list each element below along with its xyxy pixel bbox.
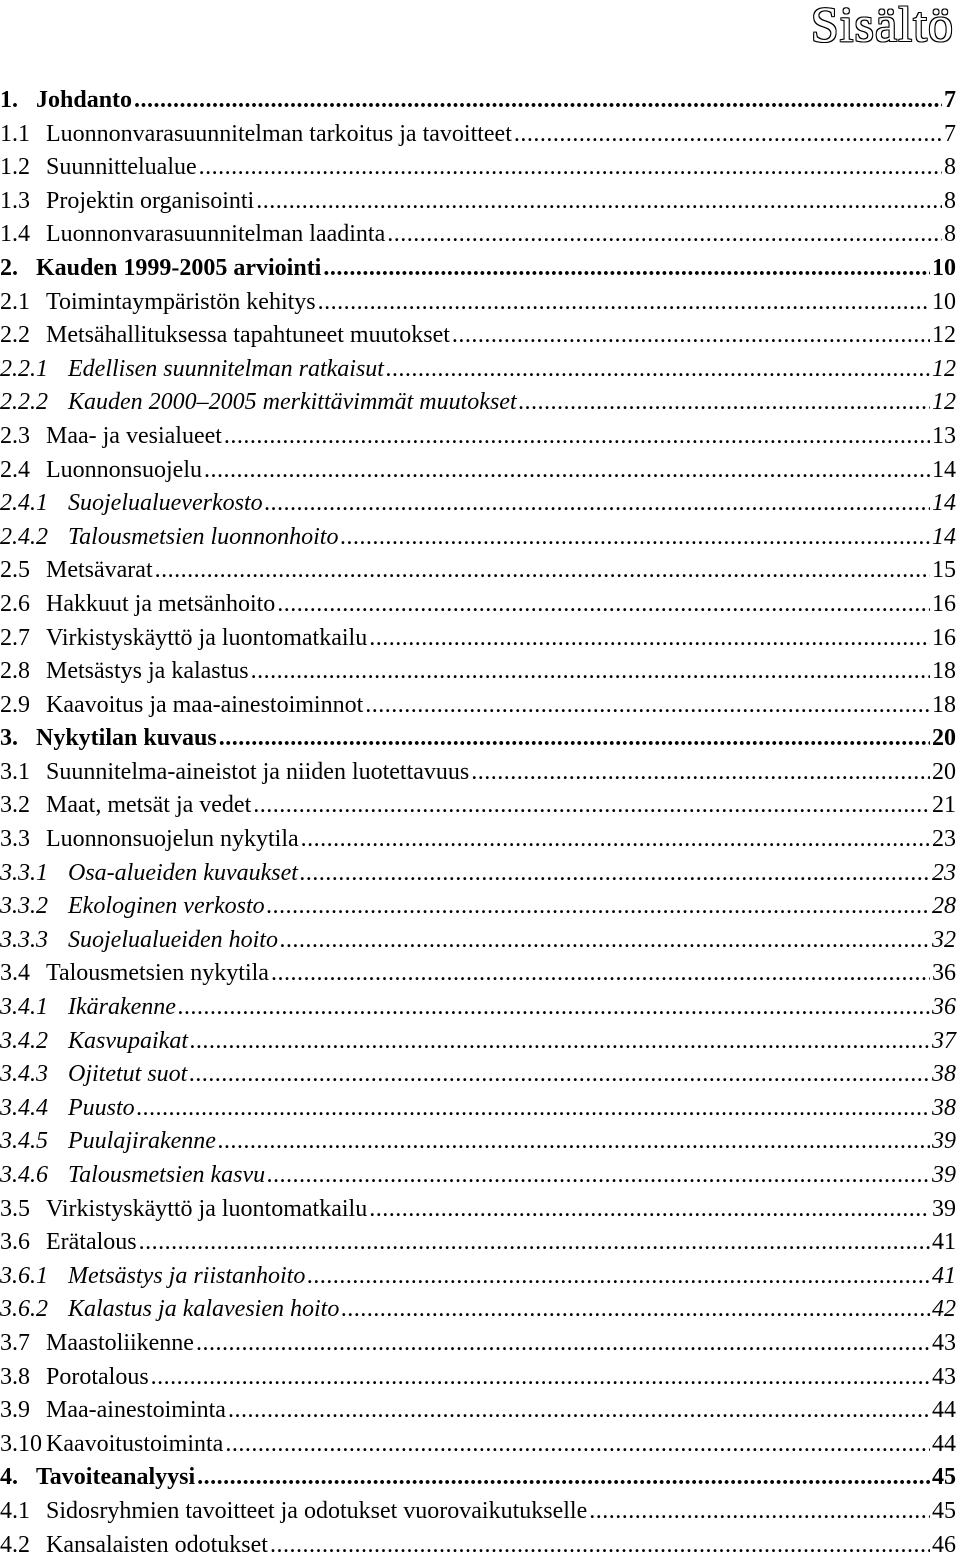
toc-entry-number: 2.1 bbox=[0, 288, 30, 315]
toc-entry-label: Virkistyskäyttö ja luontomatkailu bbox=[46, 1195, 368, 1222]
dot-leader bbox=[300, 857, 930, 891]
dot-leader bbox=[318, 286, 930, 320]
toc-entry-label: Johdanto bbox=[36, 87, 133, 113]
toc-entry[interactable] bbox=[0, 823, 960, 857]
toc-entry-page: 42 bbox=[932, 1296, 956, 1323]
toc-entry[interactable] bbox=[0, 1495, 960, 1529]
toc-entry-label: Osa-alueiden kuvaukset bbox=[68, 859, 298, 886]
toc-entry[interactable] bbox=[0, 487, 960, 521]
toc-entry[interactable] bbox=[0, 84, 960, 118]
toc-entry-label: Maa- ja vesialueet bbox=[46, 422, 222, 449]
dot-leader bbox=[155, 554, 930, 588]
toc-entry-number: 2.8 bbox=[0, 658, 30, 685]
toc-entry-page: 37 bbox=[932, 1027, 956, 1054]
toc-entry-page: 7 bbox=[944, 87, 956, 113]
toc-entry-label: Puusto bbox=[68, 1094, 135, 1121]
toc-entry-label: Nykytilan kuvaus bbox=[36, 725, 217, 752]
toc-entry-number: 3.7 bbox=[0, 1329, 30, 1356]
dot-leader bbox=[471, 756, 930, 790]
toc-entry-label: Kansalaisten odotukset bbox=[46, 1531, 268, 1558]
toc-entry-number: 2.9 bbox=[0, 691, 30, 718]
toc-entry-number: 3.3.1 bbox=[0, 859, 48, 886]
toc-entry[interactable] bbox=[0, 722, 960, 756]
toc-entry-number: 3.6.2 bbox=[0, 1296, 48, 1323]
dot-leader bbox=[224, 420, 930, 454]
toc-entry-page: 18 bbox=[932, 691, 956, 718]
toc-entry-number: 3.9 bbox=[0, 1397, 30, 1424]
toc-entry-label: Erätalous bbox=[46, 1229, 137, 1256]
toc-entry-page: 38 bbox=[932, 1094, 956, 1121]
dot-leader bbox=[514, 118, 942, 152]
toc-entry-label: Kaavoitustoiminta bbox=[46, 1430, 224, 1457]
toc-entry-page: 46 bbox=[932, 1531, 956, 1558]
dot-leader bbox=[341, 1293, 930, 1327]
toc-entry-number: 3.4 bbox=[0, 960, 30, 987]
toc-entry-page: 8 bbox=[944, 221, 956, 248]
dot-leader bbox=[323, 252, 930, 286]
toc-entry-number: 1.2 bbox=[0, 154, 30, 181]
dot-leader bbox=[301, 823, 930, 857]
dot-leader bbox=[189, 1058, 930, 1092]
dot-leader bbox=[270, 1529, 930, 1562]
dot-leader bbox=[137, 1092, 930, 1126]
toc-entry-number: 2. bbox=[0, 254, 18, 281]
dot-leader bbox=[267, 1159, 930, 1193]
toc-entry-label: Luonnonsuojelun nykytila bbox=[46, 826, 299, 853]
toc-entry-label: Talousmetsien luonnonhoito bbox=[68, 523, 339, 550]
toc-entry-label: Toimintaympäristön kehitys bbox=[46, 288, 316, 315]
toc-entry[interactable] bbox=[0, 1125, 960, 1159]
toc-entry[interactable] bbox=[0, 957, 960, 991]
toc-entry[interactable] bbox=[0, 588, 960, 622]
toc-entry-label: Tavoiteanalyysi bbox=[36, 1464, 196, 1491]
toc-entry-number: 4. bbox=[0, 1464, 18, 1491]
toc-entry-number: 2.5 bbox=[0, 557, 30, 584]
toc-entry[interactable] bbox=[0, 655, 960, 689]
toc-entry-label: Ikärakenne bbox=[68, 994, 176, 1021]
toc-entry-label: Suunnittelualue bbox=[46, 154, 197, 181]
toc-entry-number: 2.7 bbox=[0, 624, 30, 651]
toc-entry-label: Kauden 1999-2005 arviointi bbox=[36, 254, 322, 281]
toc-entry-number: 2.2.1 bbox=[0, 355, 48, 382]
toc-entry-number: 2.6 bbox=[0, 590, 30, 617]
toc-entry-page: 20 bbox=[932, 725, 956, 752]
toc-entry[interactable] bbox=[0, 924, 960, 958]
dot-leader bbox=[387, 218, 942, 252]
toc-entry-page: 38 bbox=[932, 1061, 956, 1088]
toc-entry-number: 1. bbox=[0, 87, 18, 113]
toc-entry-number: 3.4.6 bbox=[0, 1162, 48, 1188]
toc-entry[interactable] bbox=[0, 1529, 960, 1562]
toc-entry[interactable] bbox=[0, 1461, 960, 1495]
toc-entry-number: 3.8 bbox=[0, 1363, 30, 1390]
toc-entry-label: Suojelualueiden hoito bbox=[68, 926, 278, 953]
toc-entry[interactable] bbox=[0, 890, 960, 924]
toc-entry-number: 3.5 bbox=[0, 1195, 30, 1222]
toc-entry-label: Porotalous bbox=[46, 1363, 149, 1390]
toc-entry[interactable] bbox=[0, 420, 960, 454]
toc-entry[interactable] bbox=[0, 991, 960, 1025]
dot-leader bbox=[204, 454, 930, 488]
toc-entry-page: 39 bbox=[932, 1195, 956, 1222]
toc-entry-page: 39 bbox=[932, 1128, 956, 1155]
toc-entry-page: 28 bbox=[932, 893, 956, 920]
toc-entry-page: 32 bbox=[932, 926, 956, 953]
dot-leader bbox=[589, 1495, 930, 1529]
toc-entry-page: 14 bbox=[932, 490, 956, 517]
toc-entry[interactable] bbox=[0, 857, 960, 891]
toc-entry[interactable] bbox=[0, 789, 960, 823]
toc-entry-number: 3.4.2 bbox=[0, 1027, 48, 1054]
toc-entry-page: 16 bbox=[932, 624, 956, 651]
dot-leader bbox=[219, 722, 930, 756]
toc-entry[interactable] bbox=[0, 1293, 960, 1327]
toc-entry-label: Metsästys ja kalastus bbox=[46, 658, 249, 685]
toc-entry-label: Projektin organisointi bbox=[46, 187, 255, 214]
toc-entry[interactable] bbox=[0, 386, 960, 420]
toc-entry-page: 23 bbox=[932, 859, 956, 886]
toc-entry-page: 14 bbox=[932, 456, 956, 483]
dot-leader bbox=[134, 84, 942, 118]
toc-entry-label: Ekologinen verkosto bbox=[68, 893, 265, 920]
dot-leader bbox=[277, 588, 930, 622]
toc-entry[interactable] bbox=[0, 353, 960, 387]
toc-entry-label: Hakkuut ja metsänhoito bbox=[46, 590, 276, 617]
toc-entry-label: Maastoliikenne bbox=[46, 1329, 194, 1356]
table-of-contents bbox=[0, 84, 960, 1562]
toc-entry-page: 41 bbox=[932, 1262, 956, 1289]
toc-entry-label: Suunnitelma-aineistot ja niiden luotettavuus bbox=[46, 758, 470, 785]
toc-entry-number: 2.2 bbox=[0, 322, 30, 349]
toc-entry-page: 43 bbox=[932, 1363, 956, 1390]
toc-entry[interactable] bbox=[0, 1058, 960, 1092]
toc-entry-label: Metsähallituksessa tapahtuneet muutokset bbox=[46, 322, 450, 349]
toc-entry-page: 12 bbox=[932, 322, 956, 349]
toc-entry[interactable] bbox=[0, 622, 960, 656]
toc-entry[interactable] bbox=[0, 118, 960, 152]
toc-entry[interactable] bbox=[0, 689, 960, 723]
toc-entry-number: 3.3.2 bbox=[0, 893, 48, 920]
toc-entry[interactable] bbox=[0, 554, 960, 588]
toc-entry[interactable] bbox=[0, 1260, 960, 1294]
toc-entry[interactable] bbox=[0, 286, 960, 320]
toc-entry-number: 1.3 bbox=[0, 187, 30, 214]
toc-entry-label: Talousmetsien kasvu bbox=[68, 1162, 266, 1188]
dot-leader bbox=[452, 319, 930, 353]
toc-entry-label: Luonnonvarasuunnitelman laadinta bbox=[46, 221, 386, 248]
toc-entry-page: 41 bbox=[932, 1229, 956, 1256]
toc-entry-page: 18 bbox=[932, 658, 956, 685]
dot-leader bbox=[365, 689, 930, 723]
toc-entry-page: 10 bbox=[932, 288, 956, 315]
dot-leader bbox=[197, 1461, 930, 1495]
toc-entry-page: 45 bbox=[932, 1464, 956, 1491]
toc-entry[interactable] bbox=[0, 151, 960, 185]
toc-entry[interactable] bbox=[0, 218, 960, 252]
toc-entry-number: 1.1 bbox=[0, 120, 30, 147]
toc-entry-label: Luonnonvarasuunnitelman tarkoitus ja tavoitteet bbox=[46, 120, 512, 147]
toc-entry-number: 2.4.2 bbox=[0, 523, 48, 550]
toc-entry-number: 3.6 bbox=[0, 1229, 30, 1256]
toc-entry-label: Puulajirakenne bbox=[68, 1128, 216, 1155]
toc-entry-number: 3.2 bbox=[0, 792, 30, 819]
dot-leader bbox=[178, 991, 930, 1025]
toc-entry-number: 3.3 bbox=[0, 826, 30, 853]
toc-entry[interactable] bbox=[0, 1428, 960, 1462]
toc-entry-page: 8 bbox=[944, 154, 956, 181]
dot-leader bbox=[519, 386, 930, 420]
dot-leader bbox=[199, 151, 942, 185]
toc-entry-page: 7 bbox=[944, 120, 956, 147]
toc-entry-page: 20 bbox=[932, 758, 956, 785]
dot-leader bbox=[369, 622, 930, 656]
toc-entry-number: 3.4.3 bbox=[0, 1061, 48, 1088]
toc-entry-page: 12 bbox=[932, 389, 956, 416]
dot-leader bbox=[196, 1327, 930, 1361]
toc-entry[interactable] bbox=[0, 454, 960, 488]
toc-entry[interactable] bbox=[0, 252, 960, 286]
toc-entry-page: 13 bbox=[932, 422, 956, 449]
dot-leader bbox=[218, 1125, 930, 1159]
toc-entry[interactable] bbox=[0, 1361, 960, 1395]
toc-entry-label: Metsästys ja riistanhoito bbox=[68, 1262, 306, 1289]
page-title: Sisältö bbox=[810, 0, 954, 52]
toc-entry-label: Sidosryhmien tavoitteet ja odotukset vuorovaikutukselle bbox=[46, 1497, 588, 1524]
dot-leader bbox=[190, 1025, 930, 1059]
toc-entry[interactable] bbox=[0, 1092, 960, 1126]
dot-leader bbox=[271, 957, 930, 991]
toc-entry-page: 36 bbox=[932, 994, 956, 1021]
toc-entry-page: 16 bbox=[932, 590, 956, 617]
toc-entry-page: 23 bbox=[932, 826, 956, 853]
toc-entry-page: 12 bbox=[932, 355, 956, 382]
toc-entry-label: Luonnonsuojelu bbox=[46, 456, 202, 483]
dot-leader bbox=[256, 185, 942, 219]
toc-entry-number: 3.1 bbox=[0, 758, 30, 785]
toc-entry[interactable] bbox=[0, 319, 960, 353]
toc-entry-number: 3.4.4 bbox=[0, 1094, 48, 1121]
dot-leader bbox=[265, 487, 930, 521]
toc-entry[interactable] bbox=[0, 1327, 960, 1361]
toc-entry-label: Maat, metsät ja vedet bbox=[46, 792, 252, 819]
dot-leader bbox=[225, 1428, 930, 1462]
dot-leader bbox=[369, 1193, 930, 1227]
toc-entry-page: 44 bbox=[932, 1397, 956, 1424]
dot-leader bbox=[139, 1226, 930, 1260]
toc-entry-label: Edellisen suunnitelman ratkaisut bbox=[68, 355, 384, 382]
toc-entry-label: Kauden 2000–2005 merkittävimmät muutokset bbox=[68, 389, 517, 416]
toc-entry[interactable] bbox=[0, 756, 960, 790]
toc-entry[interactable] bbox=[0, 1193, 960, 1227]
toc-entry-label: Talousmetsien nykytila bbox=[46, 960, 269, 987]
toc-entry-number: 3.4.5 bbox=[0, 1128, 48, 1155]
toc-entry-page: 15 bbox=[932, 557, 956, 584]
toc-entry-label: Ojitetut suot bbox=[68, 1061, 188, 1088]
toc-entry-page: 10 bbox=[932, 254, 956, 281]
dot-leader bbox=[267, 890, 930, 924]
toc-entry-page: 45 bbox=[932, 1497, 956, 1524]
toc-entry-number: 2.4 bbox=[0, 456, 30, 483]
dot-leader bbox=[228, 1394, 930, 1428]
toc-entry-number: 4.1 bbox=[0, 1497, 30, 1524]
toc-entry-number: 3. bbox=[0, 725, 18, 752]
toc-entry-number: 4.2 bbox=[0, 1531, 30, 1558]
toc-entry[interactable] bbox=[0, 1159, 960, 1193]
toc-entry-number: 3.4.1 bbox=[0, 994, 48, 1021]
toc-entry-label: Kasvupaikat bbox=[68, 1027, 188, 1054]
dot-leader bbox=[253, 789, 930, 823]
toc-entry-label: Kaavoitus ja maa-ainestoiminnot bbox=[46, 691, 364, 718]
dot-leader bbox=[386, 353, 930, 387]
toc-entry-number: 3.3.3 bbox=[0, 926, 48, 953]
toc-entry-number: 2.4.1 bbox=[0, 490, 48, 517]
toc-entry-number: 3.6.1 bbox=[0, 1262, 48, 1289]
toc-entry-number: 2.3 bbox=[0, 422, 30, 449]
dot-leader bbox=[307, 1260, 930, 1294]
dot-leader bbox=[280, 924, 930, 958]
toc-entry-label: Metsävarat bbox=[46, 557, 153, 584]
toc-entry-page: 43 bbox=[932, 1329, 956, 1356]
toc-entry-page: 39 bbox=[932, 1162, 956, 1188]
toc-entry[interactable] bbox=[0, 521, 960, 555]
toc-entry[interactable] bbox=[0, 1025, 960, 1059]
toc-entry-number: 3.10 bbox=[0, 1430, 42, 1457]
toc-entry-label: Virkistyskäyttö ja luontomatkailu bbox=[46, 624, 368, 651]
dot-leader bbox=[251, 655, 930, 689]
toc-entry-page: 8 bbox=[944, 187, 956, 214]
toc-entry-page: 21 bbox=[932, 792, 956, 819]
toc-entry-page: 36 bbox=[932, 960, 956, 987]
toc-entry[interactable] bbox=[0, 185, 960, 219]
toc-entry[interactable] bbox=[0, 1226, 960, 1260]
toc-entry-label: Maa-ainestoiminta bbox=[46, 1397, 226, 1424]
toc-entry-number: 2.2.2 bbox=[0, 389, 48, 416]
toc-entry-page: 14 bbox=[932, 523, 956, 550]
toc-entry-page: 44 bbox=[932, 1430, 956, 1457]
toc-entry-label: Kalastus ja kalavesien hoito bbox=[68, 1296, 340, 1323]
toc-entry-number: 1.4 bbox=[0, 221, 30, 248]
dot-leader bbox=[340, 521, 930, 555]
toc-entry-label: Suojelualueverkosto bbox=[68, 490, 263, 517]
dot-leader bbox=[151, 1361, 930, 1395]
toc-entry[interactable] bbox=[0, 1394, 960, 1428]
